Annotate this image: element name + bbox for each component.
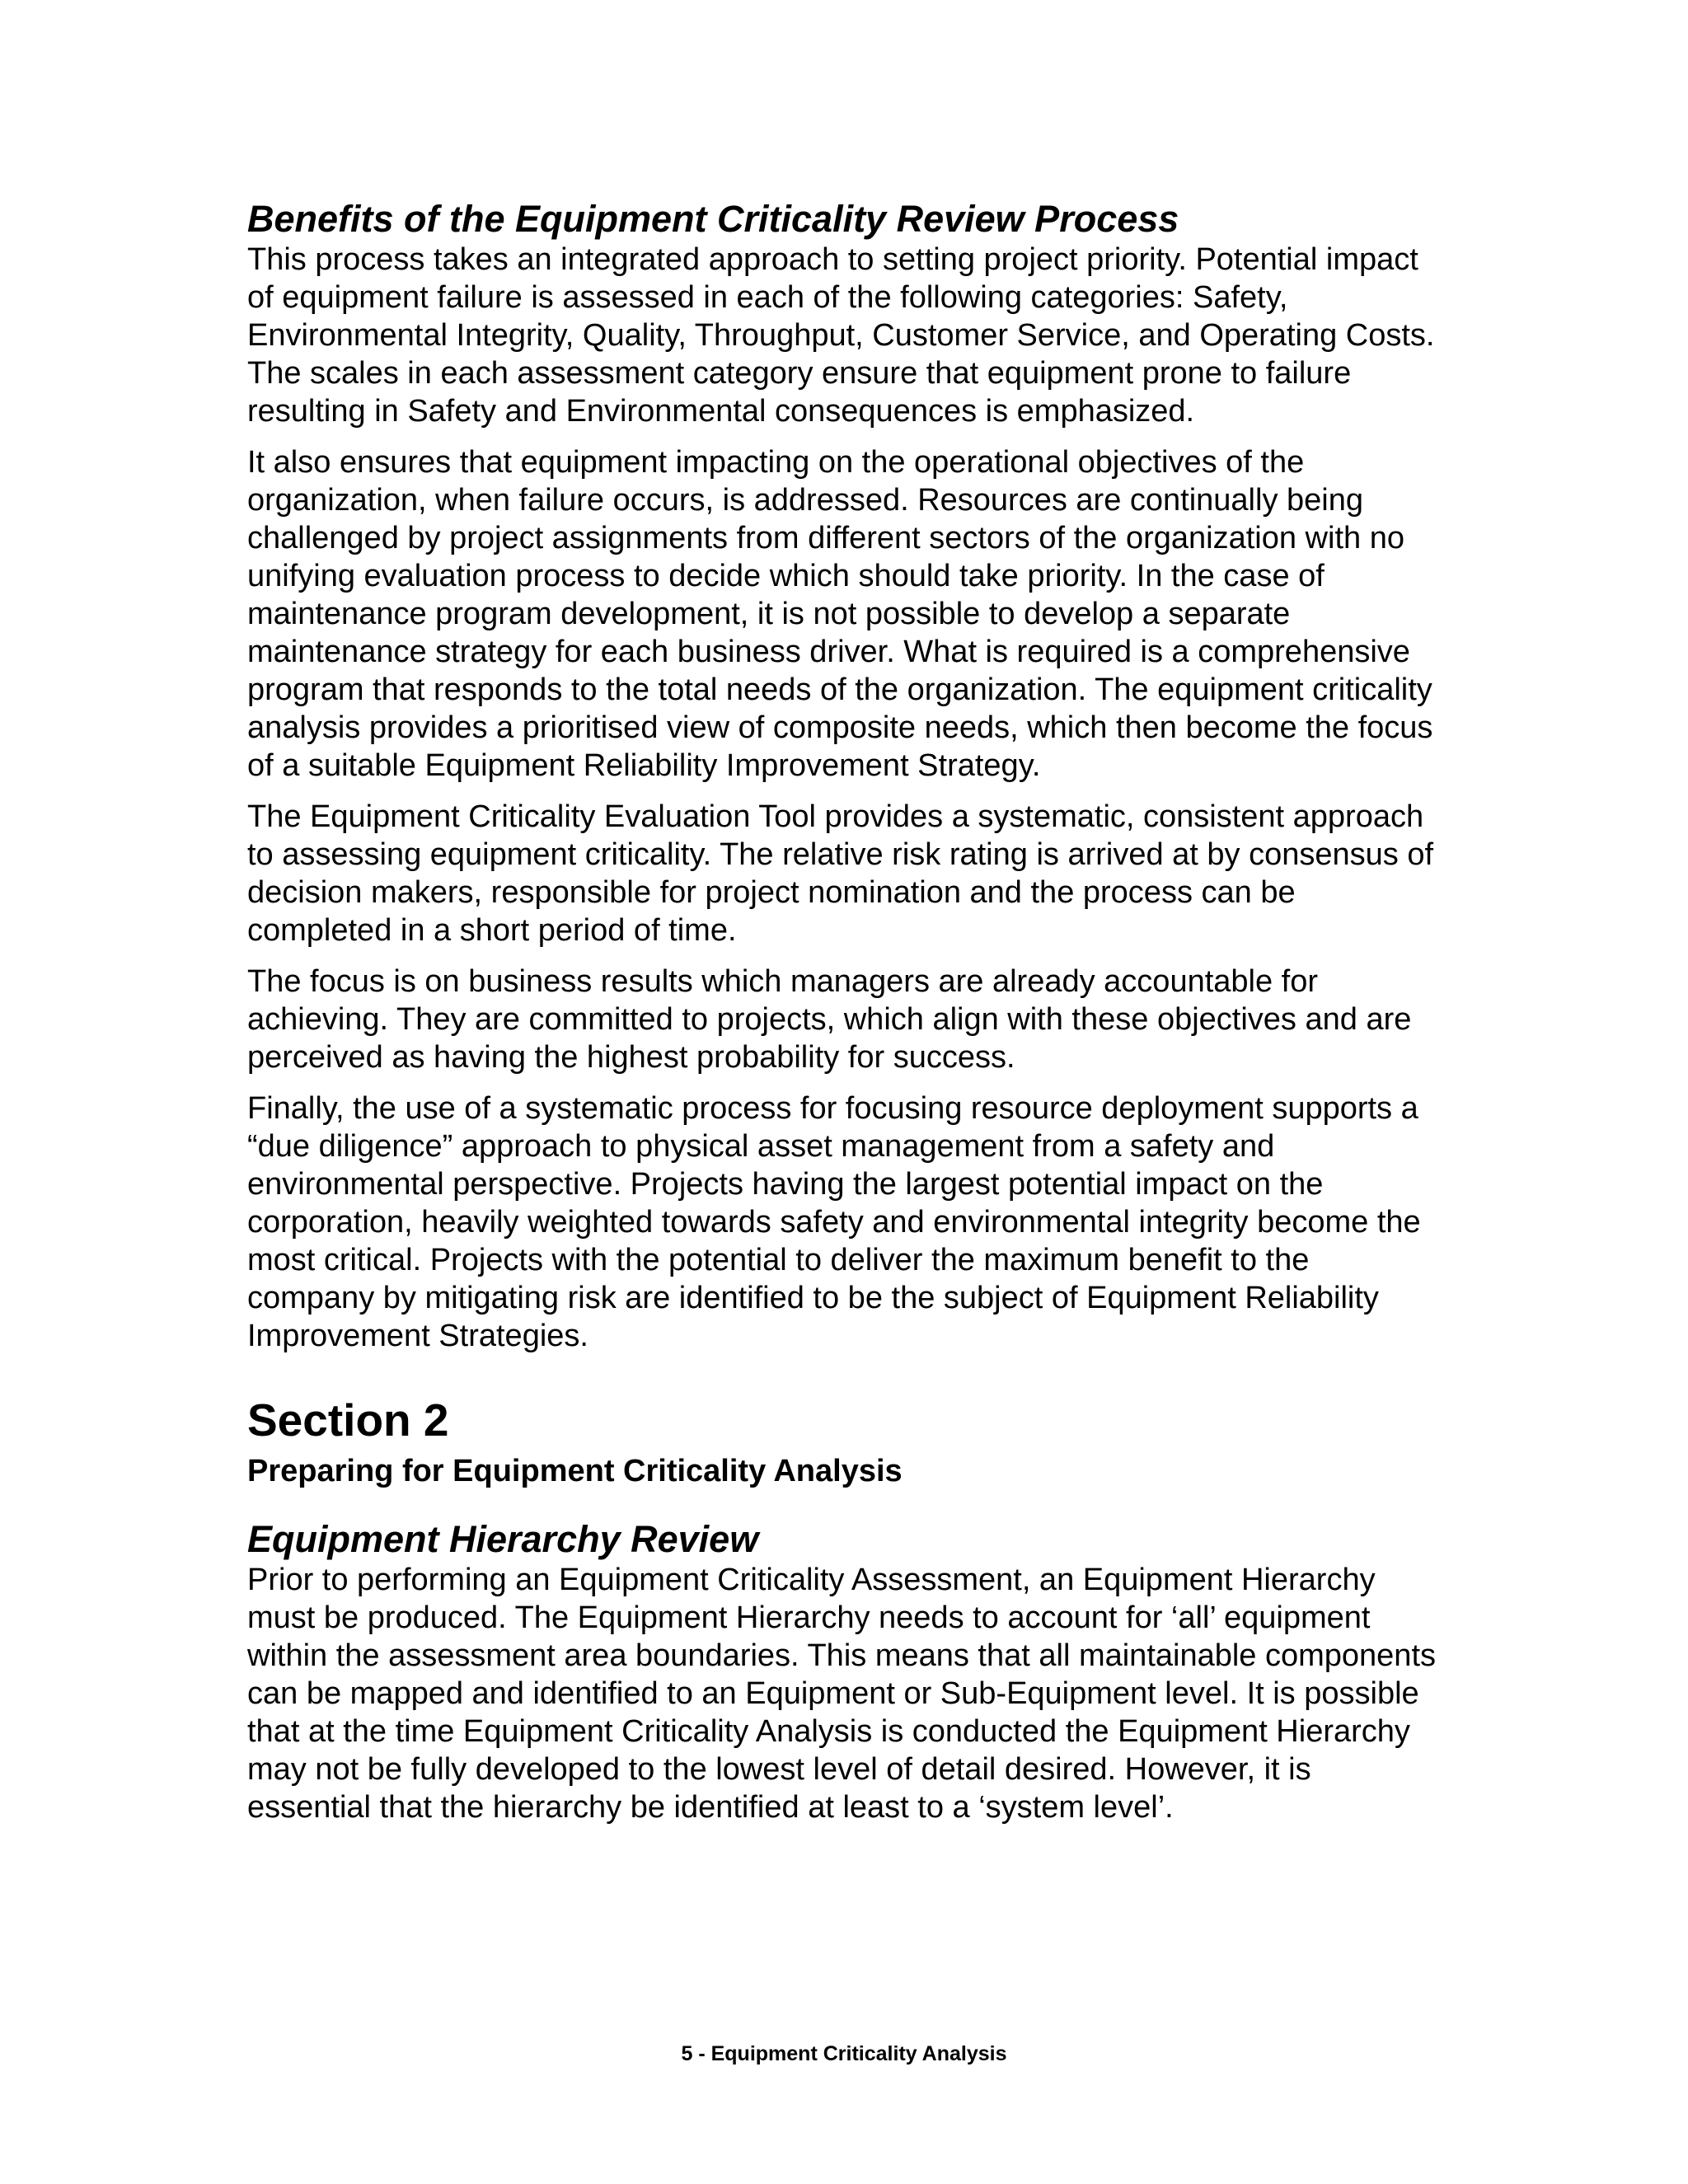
hierarchy-heading: Equipment Hierarchy Review — [247, 1518, 759, 1560]
section-2-subtitle: Preparing for Equipment Criticality Analysis — [247, 1454, 903, 1488]
page-footer: 5 - Equipment Criticality Analysis — [681, 2042, 1007, 2065]
benefits-paragraph-2: It also ensures that equipment impacting on the operational objectives of the organization, when failure occurs, is addressed. Resources are continually being challenged by project assignments from different sectors of the organization with no unifying evaluation process to decide which should take priority. In the case of maintenance program development, it is not possible to develop a separate maintenance strategy for each business driver. What is required is a comprehensive program that responds to the total needs of the organization. The equipment criticality analysis provides a prioritised view of composite needs, which then become the focus of a suitable Equipment Reliability Improvement Strategy. — [247, 445, 1433, 783]
page-content — [247, 198, 1442, 1826]
benefits-paragraph-1: This process takes an integrated approach to setting project priority. Potential impact of equipment failure is assessed in each of the following categories: Safety, Environmental Integrity, Quality, Throughput, Customer Service, and Operating Costs. The scales in each assessment category ensure that equipment prone to failure resulting in Safety and Environmental consequences is emphasized. — [247, 242, 1435, 429]
section-2-title: Section 2 — [247, 1394, 449, 1446]
benefits-paragraph-3: The Equipment Criticality Evaluation Tool provides a systematic, consistent approach to assessing equipment criticality. The relative risk rating is arrived at by consensus of decision makers, responsible for project nomination and the process can be completed in a short period of time. — [247, 799, 1434, 948]
hierarchy-paragraph: Prior to performing an Equipment Criticality Assessment, an Equipment Hierarchy must be produced. The Equipment Hierarchy needs to account for ‘all’ equipment within the assessment area boundaries. This means that all maintainable components can be mapped and identified to an Equipment or Sub-Equipment level. It is possible that at the time Equipment Criticality Analysis is conducted the Equipment Hierarchy may not be fully developed to the lowest level of detail desired. However, it is essential that the hierarchy be identified at least to a ‘system level’. — [247, 1563, 1436, 1825]
benefits-paragraph-4: The focus is on business results which managers are already accountable for achieving. They are committed to projects, which align with these objectives and are perceived as having the highest probability for success. — [247, 964, 1412, 1075]
benefits-heading: Benefits of the Equipment Criticality Review Process — [247, 198, 1179, 240]
benefits-paragraph-5: Finally, the use of a systematic process for focusing resource deployment supports a “due diligence” approach to physical asset management from a safety and environmental perspective. Projects having the largest potential impact on the corporation, heavily weighted towards safety and environmental integrity become the most critical. Projects with the potential to deliver the maximum benefit to the company by mitigating risk are identified to be the subject of Equipment Reliability Improvement Strategies. — [247, 1091, 1421, 1353]
